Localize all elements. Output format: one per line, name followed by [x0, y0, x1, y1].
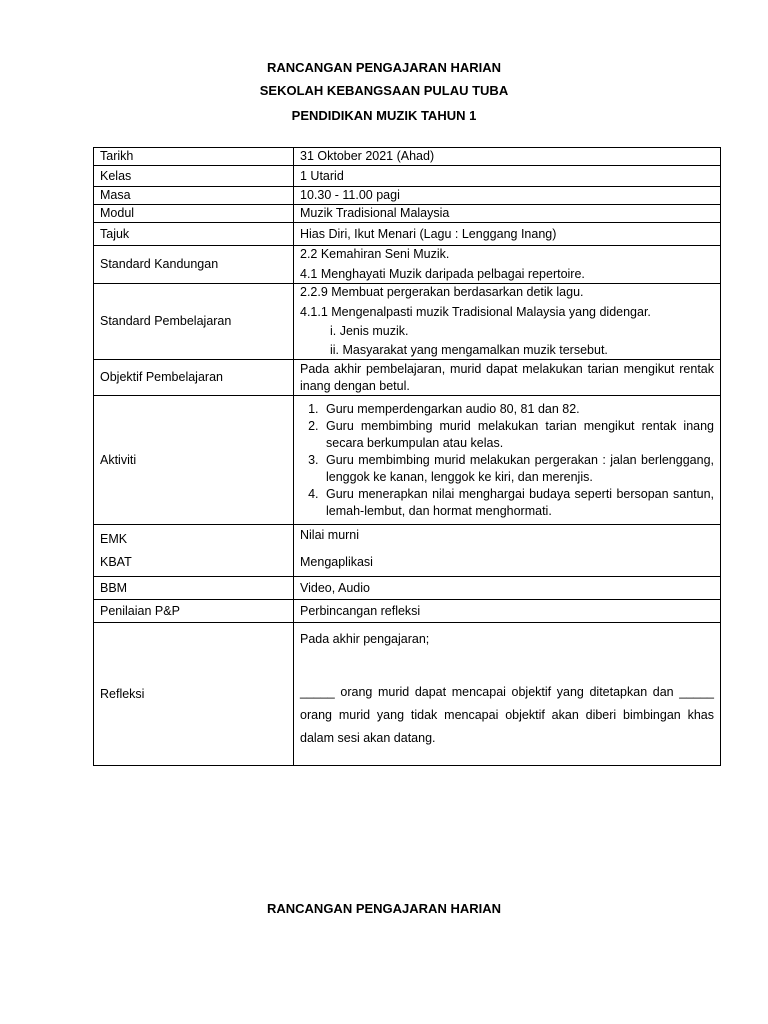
row-tajuk — [94, 223, 721, 246]
activity-item: 1. Guru memperdengarkan audio 80, 81 dan 82. — [322, 401, 714, 418]
next-page-title: RANCANGAN PENGAJARAN HARIAN — [266, 901, 501, 916]
row-tarikh — [94, 148, 721, 166]
label-standard-pembelajaran: Standard Pembelajaran — [94, 284, 294, 360]
sp-line-3: i. Jenis muzik. — [330, 324, 409, 338]
row-penilaian — [94, 600, 721, 623]
row-kelas — [94, 166, 721, 187]
label-kelas: Kelas — [94, 166, 294, 187]
sp-line-4: ii. Masyarakat yang mengamalkan muzik tersebut. — [330, 343, 608, 357]
label-kbat: KBAT — [100, 554, 132, 569]
row-aktiviti — [94, 396, 721, 525]
label-emk-kbat — [94, 525, 294, 577]
label-tarikh: Tarikh — [94, 148, 294, 166]
label-emk: EMK — [100, 531, 128, 546]
row-bbm — [94, 577, 721, 600]
value-tajuk: Hias Diri, Ikut Menari (Lagu : Lenggang Inang) — [294, 223, 721, 246]
label-refleksi: Refleksi — [94, 623, 294, 766]
row-standard-pembelajaran — [94, 284, 721, 360]
activity-item: 3. Guru membimbing murid melakukan pergerakan : jalan berlenggang, lenggok ke kanan, lenggok ke kiri, dan merenjis. — [322, 452, 714, 486]
value-standard-pembelajaran — [294, 284, 721, 360]
label-tajuk: Tajuk — [94, 223, 294, 246]
value-kelas: 1 Utarid — [294, 166, 721, 187]
row-standard-kandungan — [94, 246, 721, 284]
sp-line-1: 2.2.9 Membuat pergerakan berdasarkan detik lagu. — [300, 285, 584, 299]
value-emk: Nilai murni — [300, 528, 360, 542]
value-penilaian: Perbincangan refleksi — [294, 600, 721, 623]
value-aktiviti — [294, 396, 721, 525]
label-penilaian: Penilaian P&P — [94, 600, 294, 623]
value-standard-kandungan — [294, 246, 721, 284]
row-refleksi — [94, 623, 721, 766]
value-bbm: Video, Audio — [294, 577, 721, 600]
activity-list — [300, 401, 714, 520]
sk-line-2: 4.1 Menghayati Muzik daripada pelbagai repertoire. — [300, 267, 585, 281]
label-bbm: BBM — [94, 577, 294, 600]
refleksi-body: _____ orang murid dapat mencapai objektif yang ditetapkan dan _____ orang murid yang tidak mencapai objektif akan diberi bimbingan khas dalam sesi akan datang. — [300, 685, 714, 745]
subject-title: PENDIDIKAN MUZIK TAHUN 1 — [291, 108, 477, 123]
label-standard-kandungan: Standard Kandungan — [94, 246, 294, 284]
value-emk-kbat — [294, 525, 721, 577]
value-objektif: Pada akhir pembelajaran, murid dapat melakukan tarian mengikut rentak inang dengan betul. — [294, 360, 721, 396]
value-modul: Muzik Tradisional Malaysia — [294, 205, 721, 223]
value-kbat: Mengaplikasi — [300, 555, 373, 569]
label-aktiviti: Aktiviti — [94, 396, 294, 525]
refleksi-intro: Pada akhir pengajaran; — [300, 632, 430, 646]
value-tarikh: 31 Oktober 2021 (Ahad) — [294, 148, 721, 166]
school-name: SEKOLAH KEBANGSAAN PULAU TUBA — [259, 83, 509, 98]
label-objektif: Objektif Pembelajaran — [94, 360, 294, 396]
label-masa: Masa — [94, 187, 294, 205]
row-modul — [94, 205, 721, 223]
row-objektif — [94, 360, 721, 396]
sp-line-2: 4.1.1 Mengenalpasti muzik Tradisional Malaysia yang didengar. — [300, 305, 651, 319]
row-masa — [94, 187, 721, 205]
lesson-plan-table — [93, 147, 721, 766]
activity-item: 2. Guru membimbing murid melakukan tarian mengikut rentak inang secara berkumpulan atau kelas. — [322, 418, 714, 452]
row-emk-kbat — [94, 525, 721, 577]
label-modul: Modul — [94, 205, 294, 223]
document-title: RANCANGAN PENGAJARAN HARIAN — [266, 60, 501, 75]
sk-line-1: 2.2 Kemahiran Seni Muzik. — [300, 247, 450, 261]
value-masa: 10.30 - 11.00 pagi — [294, 187, 721, 205]
value-refleksi — [294, 623, 721, 766]
activity-item: 4. Guru menerapkan nilai menghargai budaya seperti bersopan santun, lemah-lembut, dan hormat menghormati. — [322, 486, 714, 520]
